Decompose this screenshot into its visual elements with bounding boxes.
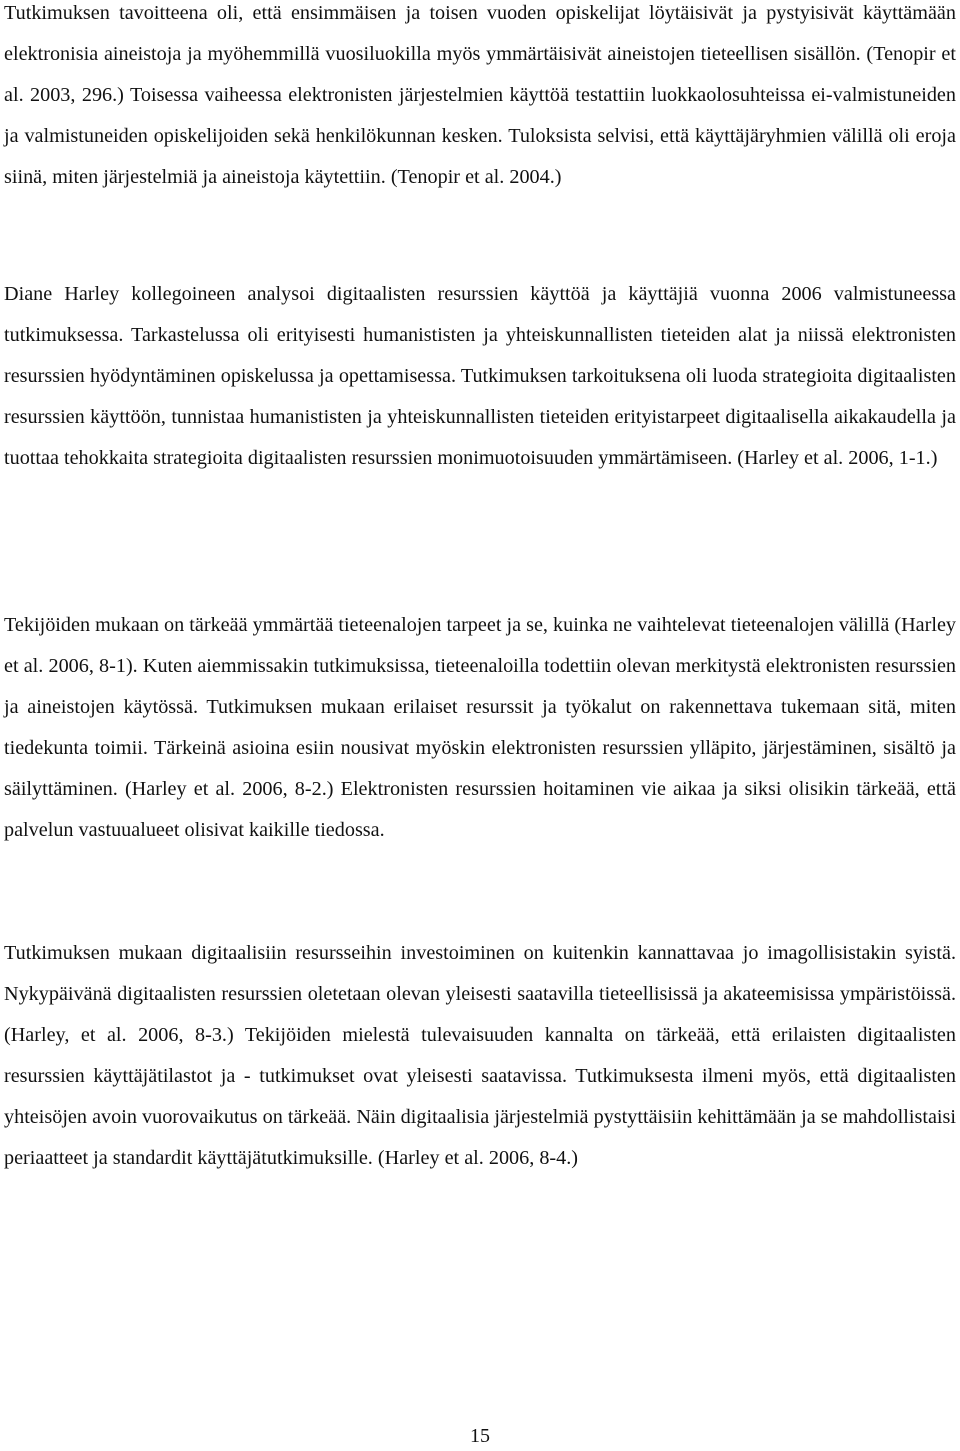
paragraph-text: Tutkimuksen mukaan digitaalisiin resursseihin investoiminen on kuitenkin kannattavaa jo imagollisistakin syistä. Nykypäivänä digitaalisten resurssien oletetaan olevan yleisesti saatavilla tieteellisissä ja akateemisissa ympäristöissä. (Harley, et al. 2006, 8-3.) Tekijöiden mielestä tulevaisuuden kannalta on tärkeää, että erilaisten digitaalisten resurssien käyttäjätilastot ja - tutkimukset ovat yleisesti saatavissa. Tutkimuksesta ilmeni myös, että digitaalisten yhteisöjen avoin vuorovaikutus on tärkeää. Näin digitaalisia järjestelmiä pystyttäisiin kehittämään ja se mahdollistaisi periaatteet ja standardit käyttäjätutkimuksille. (Harley et al. 2006, 8-4.) [4,942,956,1169]
page-number: 15 [470,1425,490,1447]
paragraph-text: Tutkimuksen tavoitteena oli, että ensimmäisen ja toisen vuoden opiskelijat löytäisivät ja pystyisivät käyttämään elektronisia aineistoja ja myöhemmillä vuosiluokilla myös ymmärtäisivät aineistojen tieteellisen sisällön. (Tenopir et al. 2003, 296.) Toisessa vaiheessa elektronisten järjestelmien käyttöä testattiin luokkaolosuhteissa ei-valmistuneiden ja valmistuneiden opiskelijoiden sekä henkilökunnan kesken. Tuloksista selvisi, että käyttäjäryhmien välillä oli eroja siinä, miten järjestelmiä ja aineistoja käytettiin. (Tenopir et al. 2004.) [4,2,956,188]
paragraph-digital-investment [4,933,956,1179]
paragraph-tenopir-study [4,0,956,198]
paragraph-text: Diane Harley kollegoineen analysoi digitaalisten resurssien käyttöä ja käyttäjiä vuonna 2006 valmistuneessa tutkimuksessa. Tarkastelussa oli erityisesti humanististen ja yhteiskunnallisten tieteiden alat ja niissä elektronisten resurssien hyödyntäminen opiskelussa ja opettamisessa. Tutkimuksen tarkoituksena oli luoda strategioita digitaalisten resurssien käyttöön, tunnistaa humanististen ja yhteiskunnallisten tieteiden erityistarpeet digitaalisella aikakaudella ja tuottaa tehokkaita strategioita digitaalisten resurssien monimuotoisuuden ymmärtämiseen. (Harley et al. 2006, 1-1.) [4,283,956,469]
paragraph-field-needs [4,605,956,851]
paragraph-harley-study [4,274,956,479]
paragraph-text: Tekijöiden mukaan on tärkeää ymmärtää tieteenalojen tarpeet ja se, kuinka ne vaihtelevat tieteenalojen välillä (Harley et al. 2006, 8-1). Kuten aiemmissakin tutkimuksissa, tieteenaloilla todettiin olevan merkitystä elektronisten resurssien ja aineistojen käytössä. Tutkimuksen mukaan erilaiset resurssit ja työkalut on rakennettava tukemaan sitä, miten tiedekunta toimii. Tärkeinä asioina esiin nousivat myöskin elektronisten resurssien ylläpito, järjestäminen, sisältö ja säilyttäminen. (Harley et al. 2006, 8-2.) Elektronisten resurssien hoitaminen vie aikaa ja siksi olisikin tärkeää, että palvelun vastuualueet olisivat kaikille tiedossa. [4,614,957,841]
